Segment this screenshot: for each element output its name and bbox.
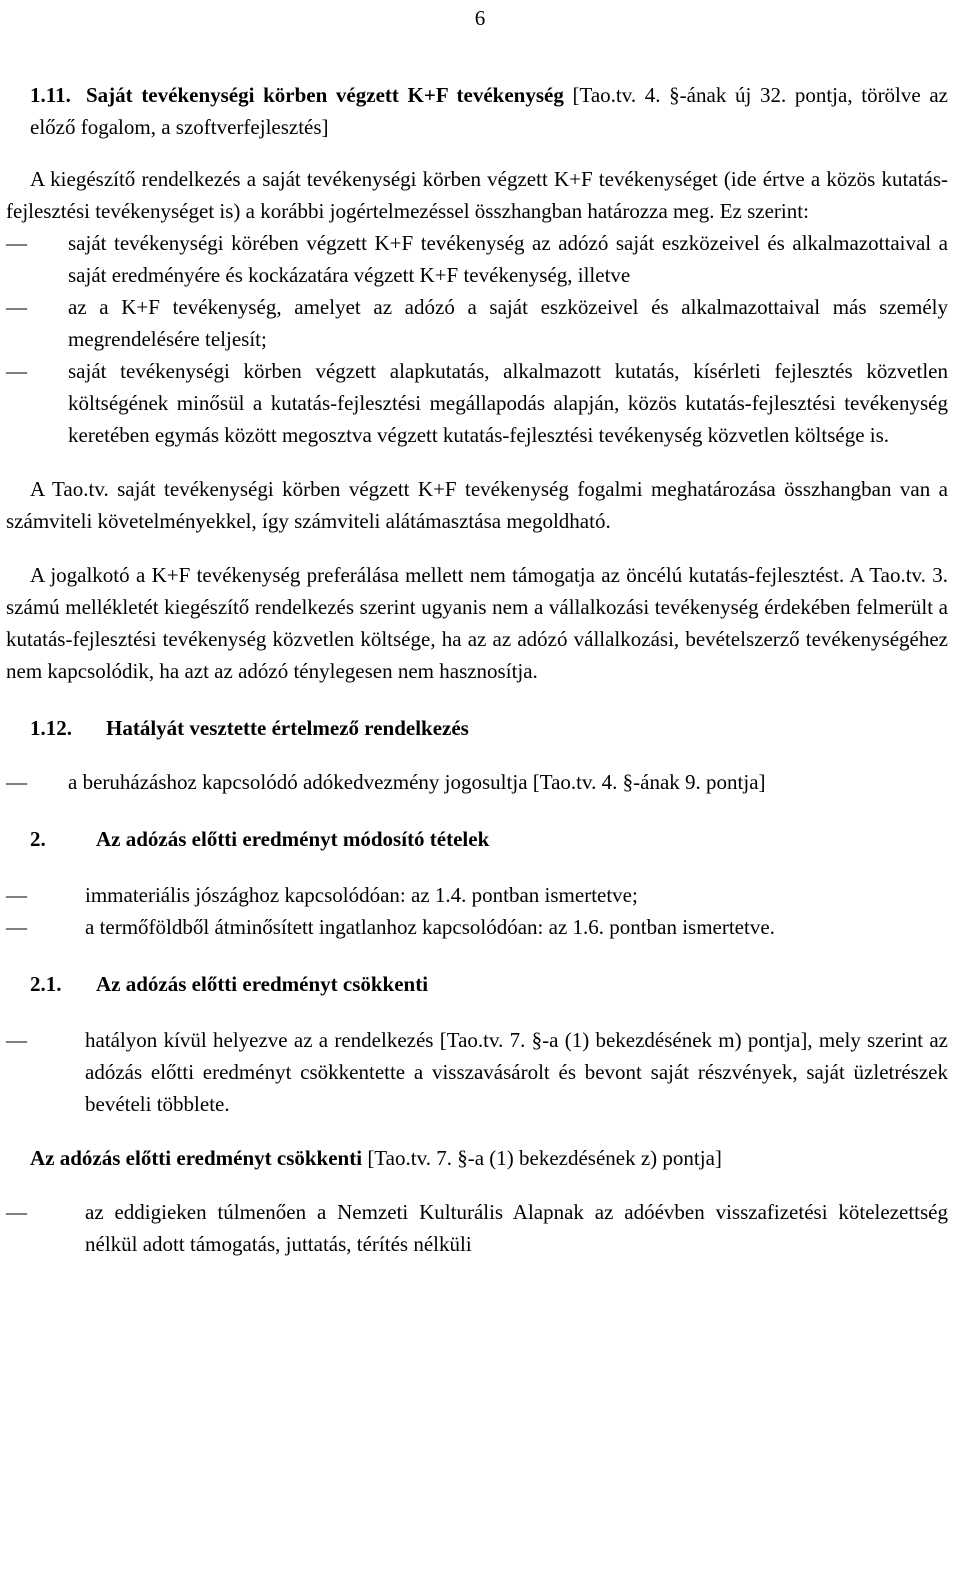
list-item — [6, 879, 948, 911]
dash-icon: — — [6, 1200, 27, 1224]
list-item — [6, 355, 948, 451]
dash-icon: — — [6, 231, 27, 255]
list-item-text: saját tevékenységi körben végzett alapkutatás, alkalmazott kutatás, kísérleti fejlesztés közvetlen költségének minősül a kutatás-fejlesztési megállapodás alapján, közös kutatás-fejlesztési tevékenység keretében egymás között megosztva végzett kutatás-fejlesztési tevékenység közvetlen költsége is. — [68, 359, 948, 447]
section-1-11-heading — [6, 79, 948, 143]
section-2-1-heading — [6, 968, 948, 1000]
list-item-text: az a K+F tevékenység, amelyet az adózó a saját eszközeivel és alkalmazottaival más személy megrendelésére teljesít; — [68, 295, 948, 351]
dash-icon: — — [6, 915, 27, 939]
section-1-12-heading — [6, 712, 948, 744]
subsection-title: Az adózás előtti eredményt csökkenti — [30, 1146, 363, 1170]
paragraph: A Tao.tv. saját tevékenységi körben végzett K+F tevékenység fogalmi meghatározása összhangban van a számviteli követelményekkel, így számviteli alátámasztása megoldható. — [6, 477, 948, 533]
dash-icon: — — [6, 770, 27, 794]
document-body — [6, 79, 948, 1260]
list-item — [6, 1196, 948, 1260]
bullet-list — [6, 227, 948, 451]
section-number: 2. — [30, 827, 46, 851]
page-number: 6 — [474, 6, 486, 30]
subsection-title-rest: [Tao.tv. 7. §-a (1) bekezdésének z) pontja] — [362, 1146, 722, 1170]
section-title-rest: [Tao.tv. 4. §-ának új 32. pontja, törölve az előző fogalom, a szoftverfejlesztés] — [30, 83, 949, 139]
section-title: Az adózás előtti eredményt módosító tételek — [96, 827, 490, 851]
bullet-list — [6, 766, 948, 798]
bullet-list — [6, 1024, 948, 1120]
section-title: Saját tevékenységi körben végzett K+F tevékenység — [86, 83, 564, 107]
list-item-text: saját tevékenységi körében végzett K+F tevékenység az adózó saját eszközeivel és alkalmazottaival a saját eredményére és kockázatára végzett K+F tevékenység, illetve — [68, 231, 948, 287]
subsection-heading — [6, 1142, 948, 1174]
section-number: 1.12. — [30, 716, 72, 740]
list-item — [6, 227, 948, 291]
dash-icon: — — [6, 883, 27, 907]
list-item-text: a beruházáshoz kapcsolódó adókedvezmény jogosultja [Tao.tv. 4. §-ának 9. pontja] — [68, 770, 766, 794]
dash-icon: — — [6, 295, 27, 319]
list-item — [6, 911, 948, 943]
section-title: Hatályát vesztette értelmező rendelkezés — [106, 716, 469, 740]
section-2-heading — [6, 823, 948, 855]
list-item-text: immateriális jószághoz kapcsolódóan: az 1.4. pontban ismertetve; — [85, 883, 638, 907]
list-item-text: az eddigieken túlmenően a Nemzeti Kulturális Alapnak az adóévben visszafizetési kötelezettség nélkül adott támogatás, juttatás, térítés nélküli — [85, 1200, 948, 1256]
section-title: Az adózás előtti eredményt csökkenti — [96, 972, 429, 996]
bullet-list — [6, 1196, 948, 1260]
section-number: 2.1. — [30, 972, 62, 996]
dash-icon: — — [6, 1028, 27, 1052]
section-number: 1.11. — [30, 83, 71, 107]
list-item-text: a termőföldből átminősített ingatlanhoz kapcsolódóan: az 1.6. pontban ismertetve. — [85, 915, 775, 939]
list-item — [6, 1024, 948, 1120]
dash-icon: — — [6, 359, 27, 383]
list-item — [6, 291, 948, 355]
list-item-text: hatályon kívül helyezve az a rendelkezés [Tao.tv. 7. §-a (1) bekezdésének m) pontja], mely szerint az adózás előtti eredményt csökkentette a visszavásárolt és bevont saját részvények, saját üzletrészek bevételi többlete. — [85, 1028, 948, 1116]
bullet-list — [6, 879, 948, 943]
paragraph: A jogalkotó a K+F tevékenység preferálása mellett nem támogatja az öncélú kutatás-fejlesztést. A Tao.tv. 3. számú mellékletét kiegészítő rendelkezés szerint ugyanis nem a vállalkozási tevékenység érdekében felmerült a kutatás-fejlesztési tevékenység közvetlen költsége, ha az az adózó vállalkozási, bevételszerző tevékenységéhez nem kapcsolódik, ha azt az adózó ténylegesen nem hasznosítja. — [6, 563, 948, 683]
list-item — [6, 766, 948, 798]
paragraph: A kiegészítő rendelkezés a saját tevékenységi körben végzett K+F tevékenységet (ide értve a közös kutatás-fejlesztési tevékenységet is) a korábbi jogértelmezéssel összhangban határozza meg. Ez szerint: — [6, 167, 948, 223]
